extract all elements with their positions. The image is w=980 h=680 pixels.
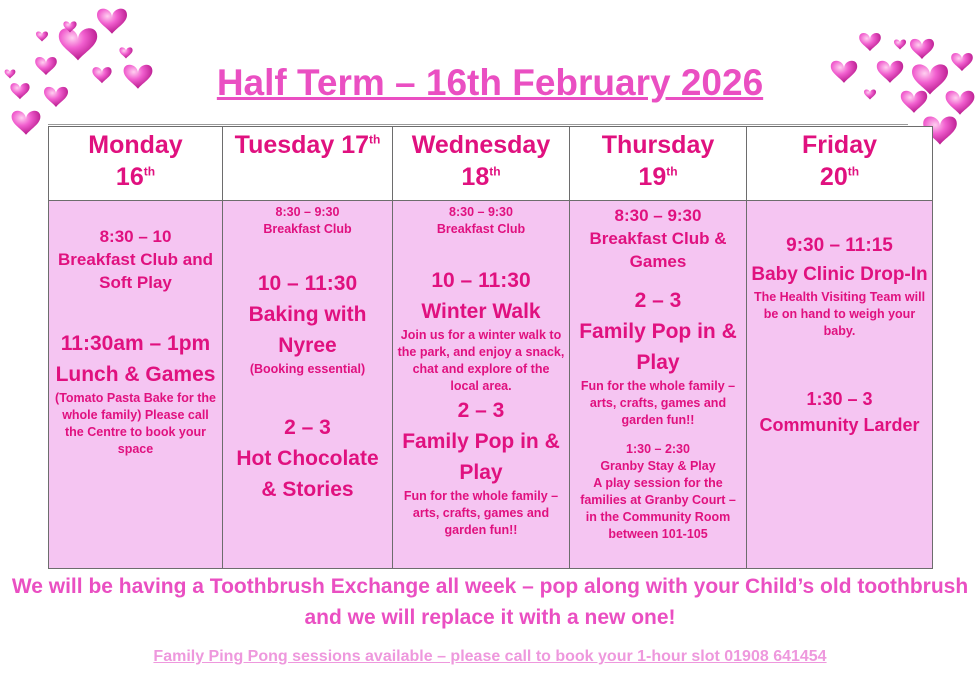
- session-note: A play session for the families at Granby Court – in the Community Room between 101-105: [580, 476, 736, 541]
- session-time: 9:30 – 11:15: [786, 235, 893, 256]
- day-date: 18: [461, 163, 490, 191]
- spacer: [53, 294, 218, 328]
- day-date: 19: [638, 163, 667, 191]
- spacer: [227, 238, 388, 268]
- day-suffix: th: [143, 164, 156, 179]
- day-header-row: [49, 127, 933, 201]
- session-note: Fun for the whole family – arts, crafts, games and garden fun!!: [403, 489, 559, 537]
- session-time: 8:30 – 9:30: [275, 205, 340, 219]
- session-time: 2 – 3: [634, 289, 682, 312]
- session-title: Family Pop in & Play: [579, 320, 737, 374]
- spacer: [574, 429, 742, 441]
- monday-cell: [49, 201, 223, 569]
- session-title: Breakfast Club & Games: [589, 229, 727, 271]
- session-time: 8:30 – 9:30: [614, 206, 702, 225]
- toothbrush-exchange-notice: We will be having a Toothbrush Exchange all week – pop along with your Child’s old toothbrush and we will replace it with a new one!: [11, 575, 969, 629]
- session-title: Family Pop in & Play: [402, 430, 560, 484]
- session-time: 11:30am – 1pm: [60, 332, 211, 355]
- session-time: 10 – 11:30: [431, 269, 531, 292]
- session-title: Hot Chocolate & Stories: [236, 447, 379, 501]
- spacer: [227, 378, 388, 412]
- day-suffix: th: [369, 132, 381, 147]
- session-time: 1:30 – 2:30: [626, 442, 690, 456]
- thursday-cell: [570, 201, 747, 569]
- session-title: Baking with Nyree: [248, 303, 367, 357]
- session-title: Granby Stay & Play: [600, 459, 716, 473]
- title-divider: [48, 124, 908, 125]
- day-date: 16: [115, 163, 144, 191]
- day-header-thursday: [570, 127, 747, 201]
- day-header-monday: [49, 127, 223, 201]
- spacer: [574, 273, 742, 285]
- ping-pong-link[interactable]: Family Ping Pong sessions available – please call to book your 1-hour slot 01908 641454: [153, 648, 827, 665]
- session-title: Community Larder: [759, 415, 920, 435]
- session-title: Breakfast Club: [436, 222, 526, 236]
- session-title: Baby Clinic Drop-In: [751, 264, 928, 285]
- spacer: [397, 238, 565, 265]
- session-note: Join us for a winter walk to the park, and enjoy a snack, chat and explore of the local area.: [397, 328, 565, 393]
- day-name: Tuesday 17: [234, 131, 369, 159]
- session-note: (Booking essential): [249, 362, 366, 376]
- day-name: Wednesday: [411, 131, 551, 159]
- session-note: Fun for the whole family – arts, crafts, games and garden fun!!: [580, 379, 736, 427]
- session-time: 8:30 – 10: [99, 227, 172, 246]
- day-name: Friday: [801, 131, 878, 159]
- session-title: Winter Walk: [421, 300, 541, 323]
- day-suffix: th: [847, 164, 860, 179]
- page-title: Half Term – 16th February 2026: [216, 62, 764, 103]
- day-header-tuesday: [223, 127, 393, 201]
- timetable: [48, 126, 933, 569]
- session-note: The Health Visiting Team will be on hand to weigh your baby.: [753, 290, 926, 338]
- session-note: (Tomato Pasta Bake for the whole family) Please call the Centre to book your space: [55, 391, 216, 456]
- day-suffix: th: [666, 164, 678, 179]
- day-name: Thursday: [601, 131, 715, 159]
- activities-row: [49, 201, 933, 569]
- session-time: 2 – 3: [284, 416, 331, 439]
- day-suffix: th: [489, 164, 501, 179]
- session-title: Breakfast Club: [263, 222, 352, 236]
- friday-cell: [747, 201, 933, 569]
- day-header-wednesday: [393, 127, 570, 201]
- session-time: 8:30 – 9:30: [449, 205, 513, 219]
- session-title: Lunch & Games: [55, 363, 216, 386]
- day-header-friday: [747, 127, 933, 201]
- session-time: 1:30 – 3: [806, 389, 873, 409]
- session-title: Breakfast Club and Soft Play: [58, 250, 213, 292]
- session-time: 2 – 3: [457, 399, 505, 422]
- spacer: [751, 340, 928, 386]
- tuesday-cell: [223, 201, 393, 569]
- wednesday-cell: [393, 201, 570, 569]
- session-time: 10 – 11:30: [257, 272, 358, 295]
- day-date: 20: [819, 163, 848, 191]
- day-name: Monday: [88, 131, 183, 159]
